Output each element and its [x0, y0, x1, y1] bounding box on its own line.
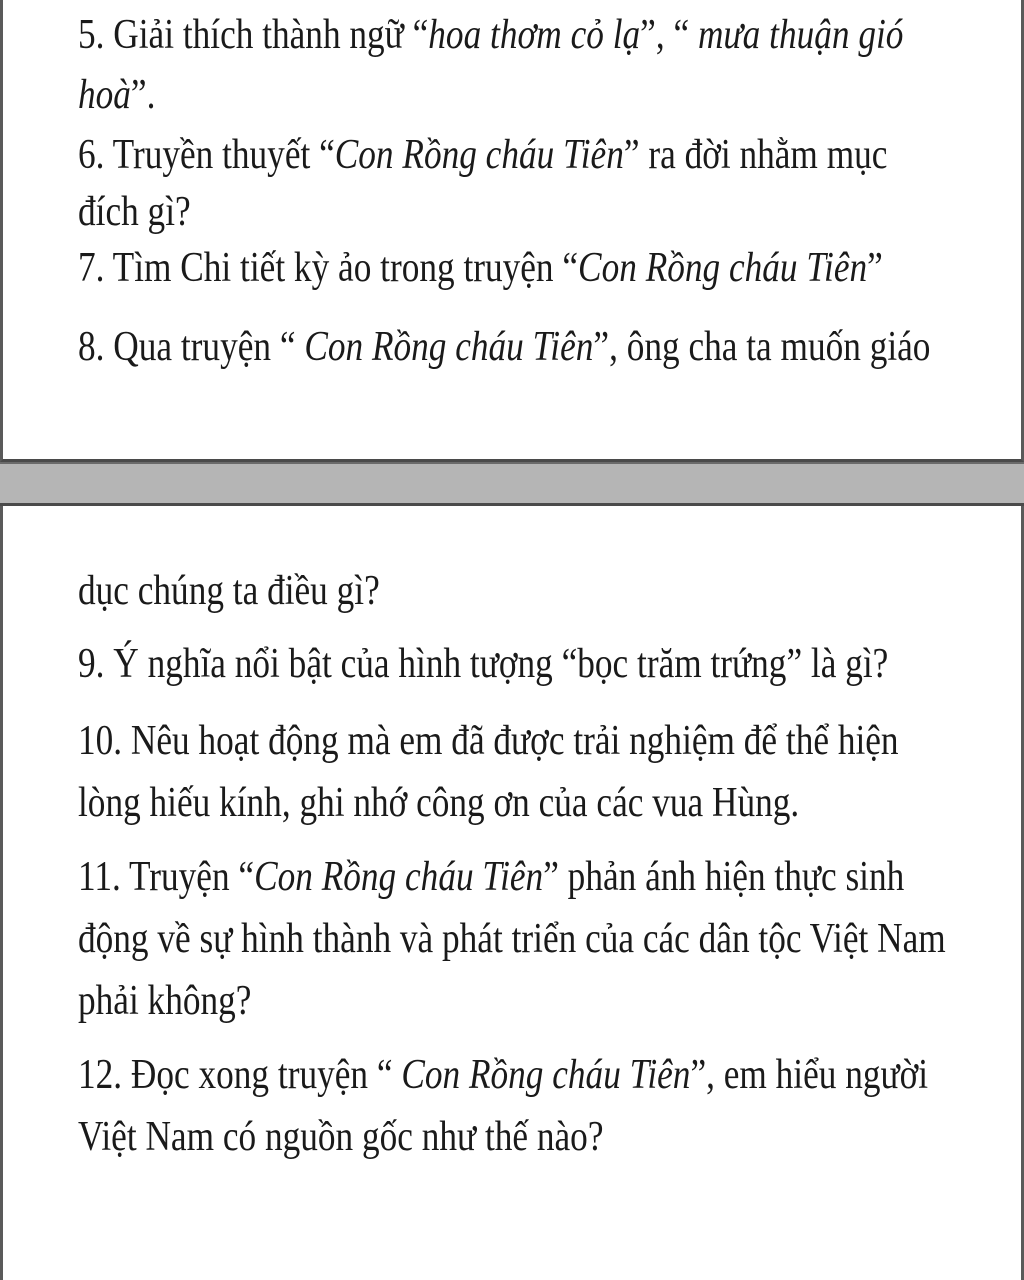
q12-text-end: ”, em hiểu người [690, 1052, 929, 1098]
q12-text: 12. Đọc xong truyện “ [78, 1052, 402, 1098]
q6-title: Con Rồng cháu Tiên [334, 132, 624, 178]
q12-title: Con Rồng cháu Tiên [401, 1052, 691, 1098]
q5-text-sep: ”, “ [640, 12, 698, 58]
q7-text: 7. Tìm Chi tiết kỳ ảo trong truyện “ [78, 245, 579, 291]
question-5-line-2 [78, 74, 155, 116]
question-6-line-2 [78, 191, 191, 233]
q6-line-2: đích gì? [78, 189, 191, 235]
question-6-line-1 [78, 134, 887, 176]
q8-text-end: ”, ông cha ta muốn giáo [593, 324, 931, 370]
question-11-line-2 [78, 918, 946, 960]
question-12-line-1 [78, 1054, 928, 1096]
question-11-line-3 [78, 980, 251, 1022]
q11-title: Con Rồng cháu Tiên [254, 854, 544, 900]
question-11-line-1 [78, 856, 904, 898]
q5-idiom-2-end: hoà [78, 72, 131, 118]
q6-text: 6. Truyền thuyết “ [78, 132, 335, 178]
q10-line-2: lòng hiếu kính, ghi nhớ công ơn của các vua Hùng. [78, 780, 800, 826]
q7-title: Con Rồng cháu Tiên [578, 245, 868, 291]
question-7 [78, 247, 883, 289]
q11-line-3: phải không? [78, 978, 252, 1024]
q12-line-2: Việt Nam có nguồn gốc như thế nào? [78, 1114, 604, 1160]
page-1 [0, 0, 1024, 462]
q5-text: 5. Giải thích thành ngữ “ [78, 12, 429, 58]
q11-text-end: ” phản ánh hiện thực sinh [543, 854, 905, 900]
q7-text-end: ” [867, 245, 883, 291]
q8-continuation: dục chúng ta điều gì? [78, 568, 380, 614]
question-8-line-1 [78, 326, 930, 368]
question-8-line-2 [78, 570, 380, 612]
q5-text-end: ”. [130, 72, 156, 118]
q6-text-end: ” ra đời nhằm mục [623, 132, 888, 178]
q8-text: 8. Qua truyện “ [78, 324, 305, 370]
q11-line-2: động về sự hình thành và phát triển của các dân tộc Việt Nam [78, 916, 946, 962]
page-separator [0, 462, 1024, 506]
q5-idiom-1: hoa thơm cỏ lạ [428, 12, 641, 58]
question-10-line-1 [78, 720, 899, 762]
question-12-line-2 [78, 1116, 603, 1158]
q9-text: 9. Ý nghĩa nổi bật của hình tượng “bọc trăm trứng” là gì? [78, 641, 889, 687]
q8-title: Con Rồng cháu Tiên [304, 324, 594, 370]
page-2 [0, 506, 1024, 1280]
q10-line-1: 10. Nêu hoạt động mà em đã được trải nghiệm để thể hiện [78, 718, 899, 764]
question-5-line-1 [78, 14, 903, 56]
question-10-line-2 [78, 782, 799, 824]
q11-text: 11. Truyện “ [78, 854, 255, 900]
question-9 [78, 643, 888, 685]
q5-idiom-2: mưa thuận gió [697, 12, 904, 58]
